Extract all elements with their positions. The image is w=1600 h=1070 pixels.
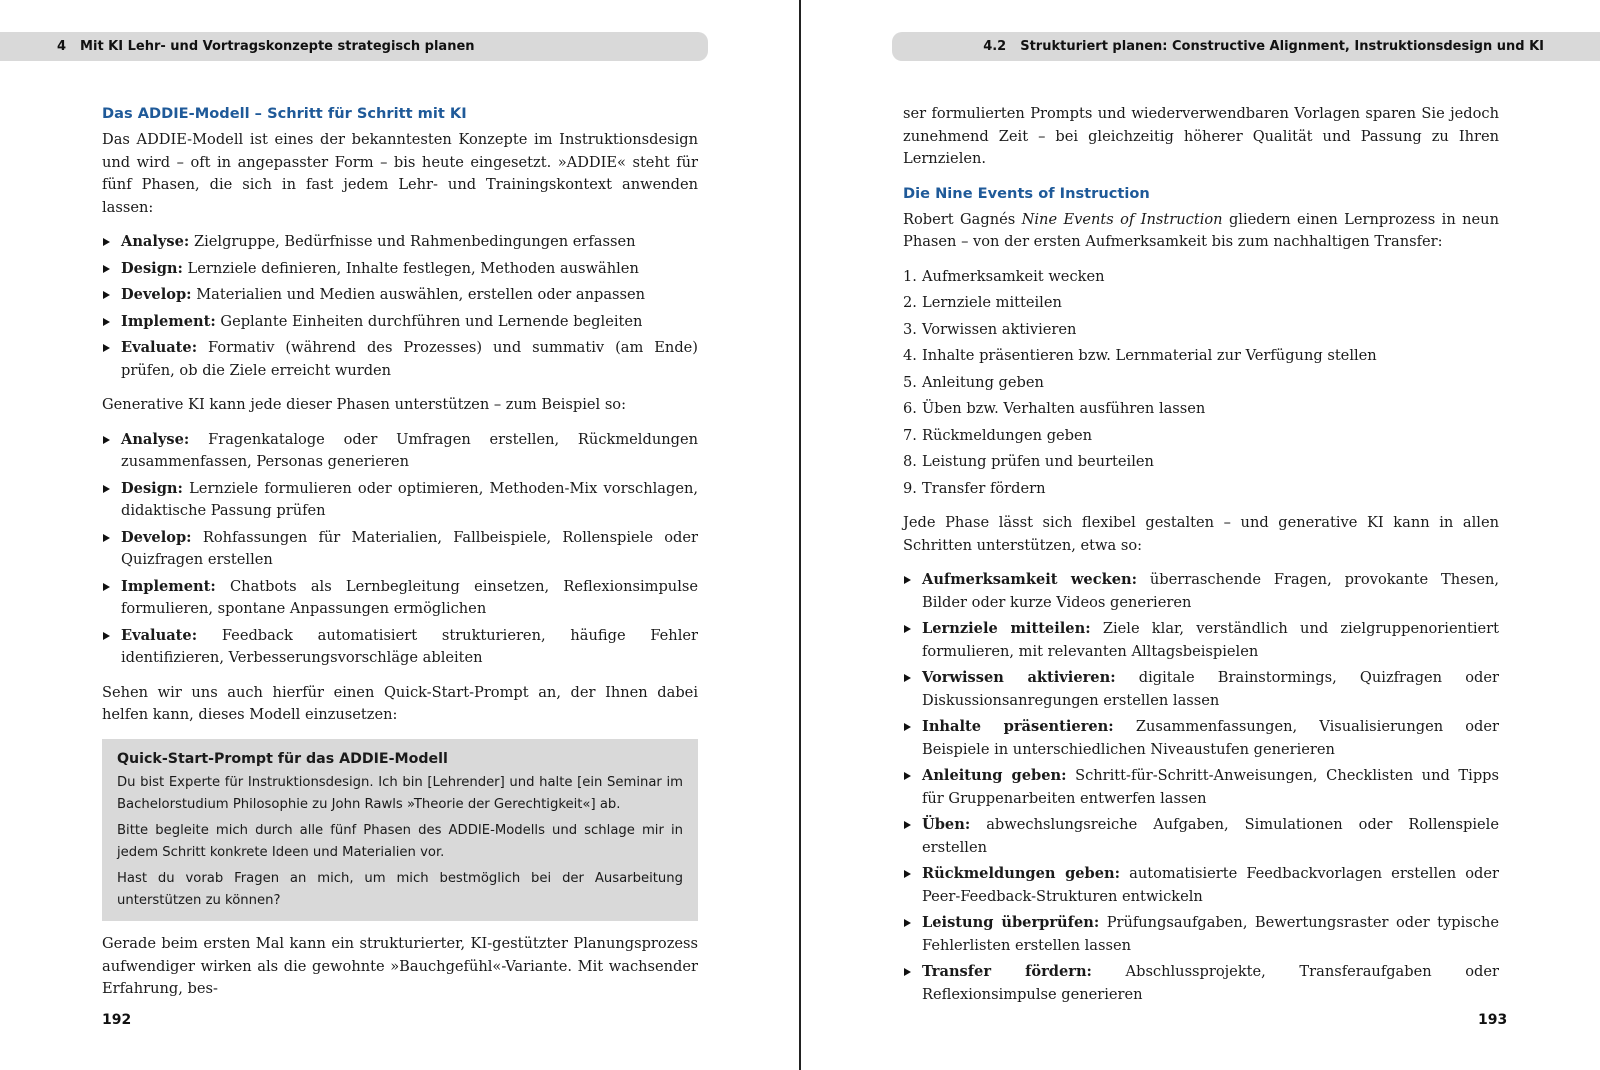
closing-paragraph: Gerade beim ersten Mal kann ein strukturierter, KI-gestützter Planungsprozess aufwendiger wirken als die gewohnte »Bauchgefühl«-Variante. Mit wachsender Erfahrung, bes- [102, 935, 698, 997]
ki-intro: Generative KI kann jede dieser Phasen unterstützen – zum Beispiel so: [102, 396, 627, 413]
list-item: Develop: Rohfassungen für Materialien, Fallbeispiele, Rollenspiele oder Quizfragen erstellen [102, 527, 698, 572]
list-item: 4. Inhalte präsentieren bzw. Lernmaterial zur Verfügung stellen [903, 347, 1377, 364]
ki-events-intro: Jede Phase lässt sich flexibel gestalten – und generative KI kann in allen Schritten unterstützen, etwa so: [903, 514, 1499, 554]
nine-events-section-title: Die Nine Events of Instruction [903, 184, 1150, 202]
list-item: 6. Üben bzw. Verhalten ausführen lassen [903, 400, 1206, 417]
prompt-paragraph: Du bist Experte für Instruktionsdesign. Ich bin [Lehrender] und halte [ein Seminar im Bachelorstudium Philosophie zu John Rawls »Theorie der Gerechtigkeit«] ab. [117, 775, 683, 812]
prompt-paragraph: Bitte begleite mich durch alle fünf Phasen des ADDIE-Modells und schlage mir in jedem Schritt konkrete Ideen und Materialien vor. [117, 823, 683, 860]
list-item: Design: Lernziele definieren, Inhalte festlegen, Methoden auswählen [102, 258, 698, 281]
list-item: Design: Lernziele formulieren oder optimieren, Methoden-Mix vorschlagen, didaktische Passung prüfen [102, 478, 698, 523]
section-number: 4.2 [983, 39, 1007, 54]
left-running-header [0, 32, 708, 61]
prompt-box-title: Quick-Start-Prompt für das ADDIE-Modell [117, 750, 448, 767]
list-item: Analyse: Zielgruppe, Bedürfnisse und Rahmenbedingungen erfassen [102, 231, 698, 254]
list-item: Anleitung geben: Schritt-für-Schritt-Anweisungen, Checklisten und Tipps für Gruppenarbeiten entwerfen lassen [903, 765, 1499, 810]
page-divider [799, 0, 801, 1070]
list-item: Lernziele mitteilen: Ziele klar, verständlich und zielgruppenorientiert formulieren, mit relevanten Alltagsbeispielen [903, 618, 1499, 663]
list-item: Implement: Chatbots als Lernbegleitung einsetzen, Reflexionsimpulse formulieren, spontane Anpassungen ermöglichen [102, 576, 698, 621]
nine-events-list [903, 266, 1499, 501]
addie-phase-list [102, 231, 698, 382]
list-item: Evaluate: Feedback automatisiert strukturieren, häufige Fehler identifizieren, Verbesserungsvorschläge ableiten [102, 625, 698, 670]
list-item: Develop: Materialien und Medien auswählen, erstellen oder anpassen [102, 284, 698, 307]
list-item: Aufmerksamkeit wecken: überraschende Fragen, provokante Thesen, Bilder oder kurze Videos generieren [903, 569, 1499, 614]
list-item: 7. Rückmeldungen geben [903, 426, 1093, 444]
list-item: Leistung überprüfen: Prüfungsaufgaben, Bewertungsraster oder typische Fehlerlisten erstellen lassen [903, 912, 1499, 957]
quick-start-prompt-box [102, 739, 698, 922]
list-item: 3. Vorwissen aktivieren [903, 320, 1077, 338]
list-item: Vorwissen aktivieren: digitale Brainstormings, Quizfragen oder Diskussionsanregungen erstellen lassen [903, 667, 1499, 712]
list-item: 8. Leistung prüfen und beurteilen [903, 453, 1154, 470]
addie-intro: Das ADDIE-Modell ist eines der bekanntesten Konzepte im Instruktionsdesign und wird – oft in angepasster Form – bis heute eingesetzt. »ADDIE« steht für fünf Phasen, die sich in fast jedem Lehr- und Trainingskontext anwenden lassen: [102, 131, 698, 216]
ki-events-list [903, 569, 1499, 1006]
chapter-number: 4 [57, 39, 67, 54]
ki-phase-list [102, 429, 698, 670]
list-item: Transfer fördern: Abschlussprojekte, Transferaufgaben oder Reflexionsimpulse generieren [903, 961, 1499, 1006]
chapter-title: Mit KI Lehr- und Vortragskonzepte strategisch planen [80, 39, 475, 54]
nine-events-intro: Robert Gagnés Nine Events of Instruction gliedern einen Lernprozess in neun Phasen – von der ersten Aufmerksamkeit bis zum nachhaltigen Transfer: [903, 210, 1499, 250]
left-page-body [102, 103, 698, 1013]
list-item: 2. Lernziele mitteilen [903, 294, 1062, 311]
list-item: Rückmeldungen geben: automatisierte Feedbackvorlagen erstellen oder Peer-Feedback-Strukturen entwickeln [903, 863, 1499, 908]
list-item: 1. Aufmerksamkeit wecken [903, 267, 1105, 285]
section-header-title: Strukturiert planen: Constructive Alignment, Instruktionsdesign und KI [1020, 39, 1544, 54]
list-item: Analyse: Fragenkataloge oder Umfragen erstellen, Rückmeldungen zusammenfassen, Personas generieren [102, 429, 698, 474]
list-item: 5. Anleitung geben [903, 373, 1044, 391]
continuation-paragraph: ser formulierten Prompts und wiederverwendbaren Vorlagen sparen Sie jedoch zunehmend Zeit – bei gleichzeitig höherer Qualität und Passung zu Ihren Lernzielen. [903, 105, 1499, 167]
list-item: 9. Transfer fördern [903, 479, 1046, 497]
prompt-paragraph: Hast du vorab Fragen an mich, um mich bestmöglich bei der Ausarbeitung unterstützen zu können? [117, 871, 683, 908]
addie-section-title: Das ADDIE-Modell – Schritt für Schritt mit KI [102, 105, 467, 122]
list-item: Üben: abwechslungsreiche Aufgaben, Simulationen oder Rollenspiele erstellen [903, 814, 1499, 859]
right-page-body [903, 103, 1499, 1018]
page-number-right: 193 [1478, 1012, 1508, 1028]
list-item: Evaluate: Formativ (während des Prozesses) und summativ (am Ende) prüfen, ob die Ziele erreicht wurden [102, 337, 698, 382]
list-item: Inhalte präsentieren: Zusammenfassungen, Visualisierungen oder Beispiele in unterschiedlichen Niveaustufen generieren [903, 716, 1499, 761]
right-running-header [892, 32, 1600, 61]
list-item: Implement: Geplante Einheiten durchführen und Lernende begleiten [102, 311, 698, 334]
page-number-left: 192 [102, 1012, 132, 1028]
prompt-intro: Sehen wir uns auch hierfür einen Quick-Start-Prompt an, der Ihnen dabei helfen kann, dieses Modell einzusetzen: [102, 683, 698, 723]
